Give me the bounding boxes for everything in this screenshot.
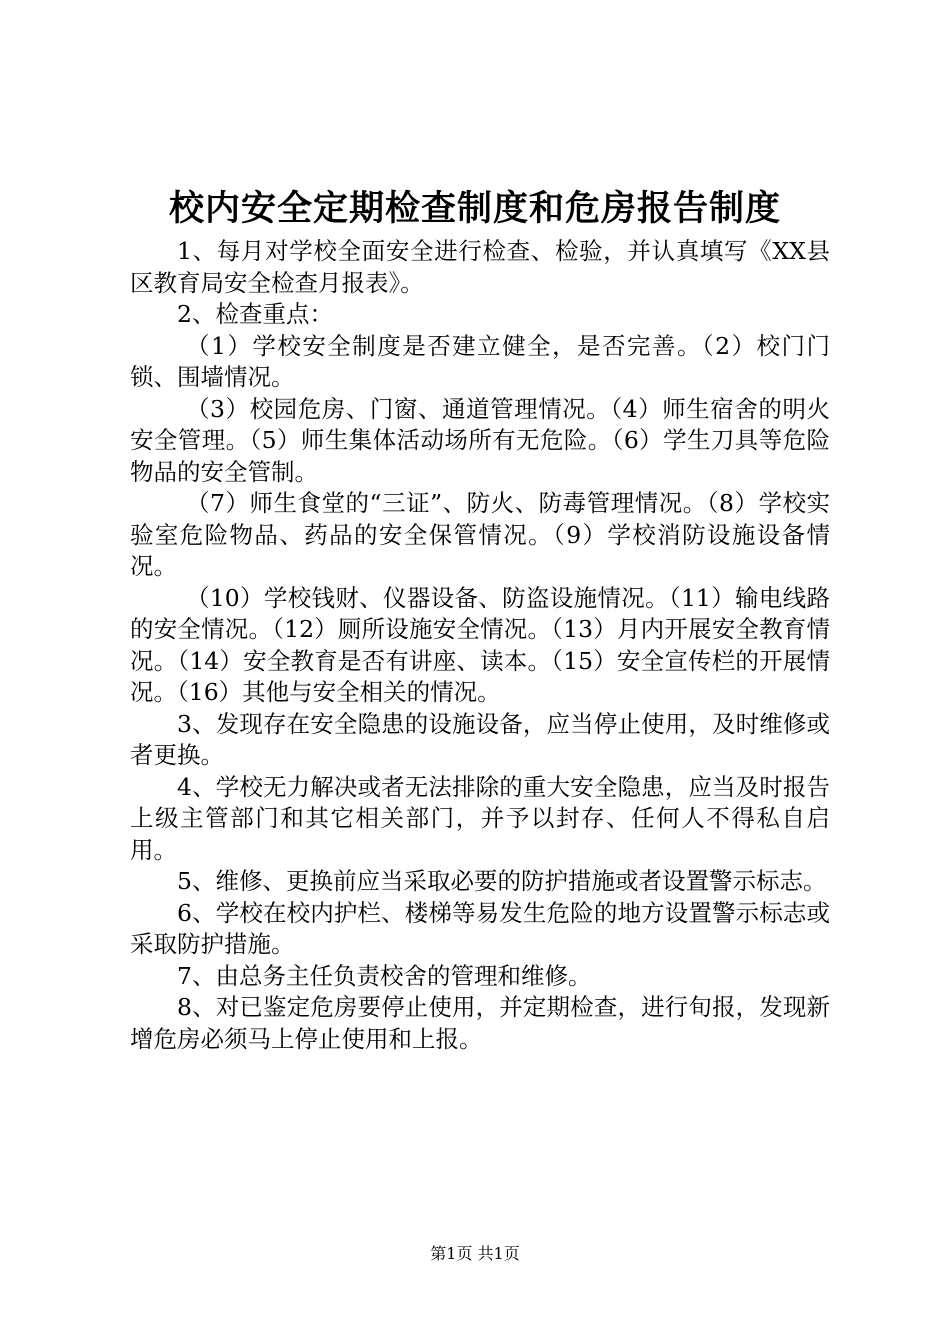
paragraph-1: 1、每月对学校全面安全进行检查、检验，并认真填写《XX县区教育局安全检查月报表》。 [130,237,830,297]
paragraph-8: 8、对已鉴定危房要停止使用，并定期检查，进行旬报，发现新增危房必须马上停止使用和上报。 [130,993,830,1053]
document-body [130,236,830,1055]
paragraph-check-item-10: （10）学校钱财、仪器设备、防盗设施情况。（11）输电线路的安全情况。（12）厕所设施安全情况。（13）月内开展安全教育情况。（14）安全教育是否有讲座、读本。（15）安全宣传栏的开展情况。（16）其他与安全相关的情况。 [130,583,830,706]
paragraph-5: 5、维修、更换前应当采取必要的防护措施或者设置警示标志。 [177,867,827,895]
paragraph-4: 4、学校无力解决或者无法排除的重大安全隐患，应当及时报告上级主管部门和其它相关部门，并予以封存、任何人不得私自启用。 [130,772,830,864]
paragraph-7: 7、由总务主任负责校舍的管理和维修。 [177,961,592,990]
paragraph-check-item-1: （1）学校安全制度是否建立健全，是否完善。（2）校门门锁、围墙情况。 [130,331,830,391]
document-title: 校内安全定期检查制度和危房报告制度 [168,189,781,229]
paragraph-2: 2、检查重点： [177,300,333,328]
paragraph-6: 6、学校在校内护栏、楼梯等易发生危险的地方设置警示标志或采取防护措施。 [130,898,830,958]
paragraph-check-item-3: （3）校园危房、门窗、通道管理情况。（4）师生宿舍的明火安全管理。（5）师生集体活动场所有无危险。（6）学生刀具等危险物品的安全管制。 [130,394,830,486]
paragraph-check-item-7: （7）师生食堂的“三证”、防火、防毒管理情况。（8）学校实验室危险物品、药品的安全保管情况。（9）学校消防设施设备情况。 [130,489,830,580]
page-footer: 第1页 共1页 [430,1244,520,1263]
paragraph-3: 3、发现存在安全隐患的设施设备，应当停止使用，及时维修或者更换。 [130,709,830,769]
